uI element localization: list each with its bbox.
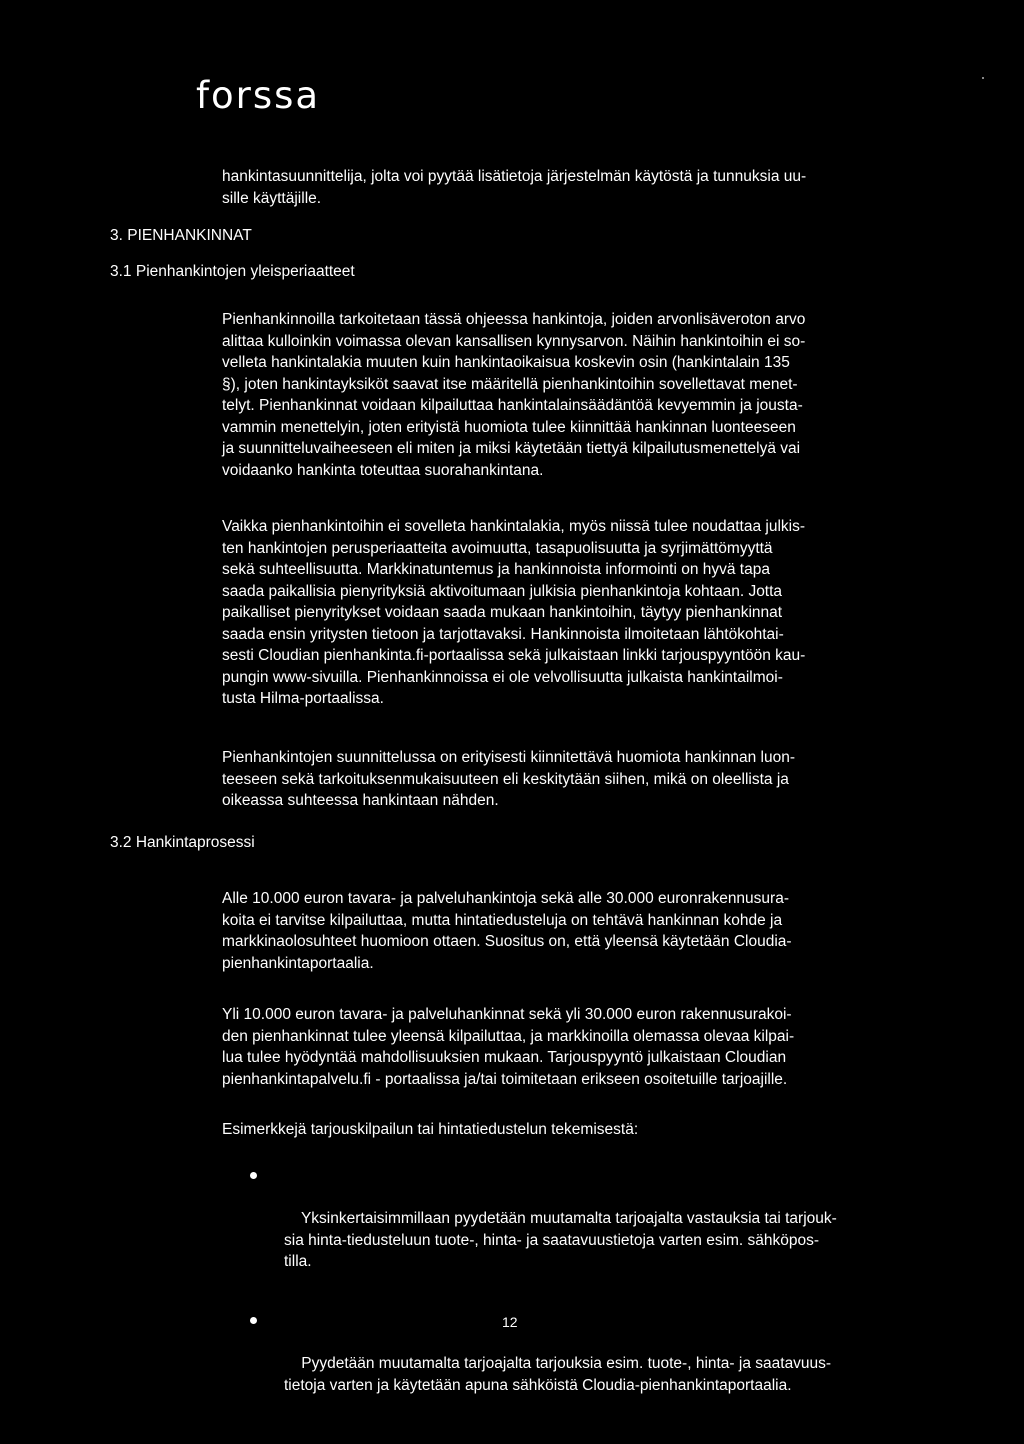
list-item-text: Pyydetään muutamalta tarjoajalta tarjouksia esim. tuote-, hinta- ja saatavuus- tietoja varten ja käytetään apuna sähköistä Cloudia-pienhankintaportaalia. xyxy=(284,1355,832,1394)
paragraph-continuation: hankintasuunnittelija, jolta voi pyytää lisätietoja järjestelmän käytöstä ja tunnuksia uu- sille käyttäjille. xyxy=(222,168,807,207)
paragraph-planning: Pienhankintojen suunnittelussa on erityisesti kiinnitettävä huomiota hankinnan luon- teeseen sekä tarkoituksenmukaisuuteen eli keskitytään siihen, mikä on oleellista ja oikeassa suhteessa hankintaan nähden. xyxy=(222,749,796,809)
paragraph-examples-intro: Esimerkkejä tarjouskilpailun tai hintatiedustelun tekemisestä: xyxy=(222,1121,639,1138)
examples-list xyxy=(250,1165,890,1418)
paragraph-pienhankinnat-definition: Pienhankinnoilla tarkoitetaan tässä ohjeessa hankintoja, joiden arvonlisäveroton arvo alittaa kulloinkin voimassa olevan kansallisen kynnysarvon. Näihin hankintoihin ei so- velleta hankintalakia muuten kuin hankintaoikaisua koskevin osin (hankintalain 135 §), joten hankintayksiköt saavat itse määritellä pienhankintoihin sovellettavat menet- telyt. Pienhankinnat voidaan kilpailuttaa hankintalainsäädäntöä kevyemmin ja jousta- vammin menettelyin, joten erityistä huomiota tulee kiinnittää hankinnan luonteeseen ja suunnitteluvaiheeseen eli miten ja miksi käytetään tiettyä kilpailutusmenettelyä vai voidaanko hankinta toteuttaa suorahankintana. xyxy=(222,311,806,479)
corner-mark xyxy=(982,77,984,79)
list-item xyxy=(250,1310,890,1418)
forssa-logo: forssa xyxy=(196,74,321,117)
paragraph-under-threshold: Alle 10.000 euron tavara- ja palveluhankintoja sekä alle 30.000 euronrakennusura- koita ei tarvitse kilpailuttaa, mutta hintatiedusteluja on tehtävä hankinnan kohde ja markkinaolosuhteet huomioon ottaen. Suositus on, että yleensä käytetään Cloudia- pienhankintaportaalia. xyxy=(222,890,792,972)
section-heading-3-1: 3.1 Pienhankintojen yleisperiaatteet xyxy=(110,263,355,280)
section-heading-3: 3. PIENHANKINNAT xyxy=(110,227,252,244)
paragraph-basic-principles: Vaikka pienhankintoihin ei sovelleta hankintalakia, myös niissä tulee noudattaa julkis- ten hankintojen perusperiaatteita avoimuutta, tasapuolisuutta ja syrjimättömyyttä sekä suhteellisuutta. Markkinatuntemus ja hankinnoista informointi on hyvä tapa saada paikallisia pienyrityksiä aktivoitumaan julkisia pienhankintoja kohtaan. Jotta paikalliset pienyritykset voidaan saada mukaan hankintoihin, täytyy pienhankinnat saada ensin yritysten tietoon ja tarjottavaksi. Hankinnoista ilmoitetaan lähtökohtai- sesti Cloudian pienhankinta.fi-portaalissa sekä julkaistaan linkki tarjouspyyntöön kau- pungin www-sivuilla. Pienhankinnoissa ei ole velvollisuutta julkaista hankintailmoi- tusta Hilma-portaalissa. xyxy=(222,518,806,707)
page-number: 12 xyxy=(502,1314,518,1330)
bullet-icon xyxy=(250,1172,257,1179)
section-heading-3-2: 3.2 Hankintaprosessi xyxy=(110,834,255,851)
paragraph-over-threshold: Yli 10.000 euron tavara- ja palveluhankinnat sekä yli 30.000 euron rakennusurakoi- den pienhankinnat tulee yleensä kilpailuttaa, ja markkinoilla olemassa olevaa kilpai- lua tulee hyödyntää mahdollisuuksien mukaan. Tarjouspyyntö julkaistaan Cloudian pienhankintapalvelu.fi - portaalissa ja/tai toimitetaan erikseen osoitetuille tarjoajille. xyxy=(222,1006,795,1088)
bullet-icon xyxy=(250,1317,257,1324)
list-item xyxy=(250,1165,890,1294)
list-item-text: Yksinkertaisimmillaan pyydetään muutamalta tarjoajalta vastauksia tai tarjouk- sia hinta-tiedusteluun tuote-, hinta- ja saatavuustietoja varten esim. sähköpos- tilla. xyxy=(284,1210,837,1270)
